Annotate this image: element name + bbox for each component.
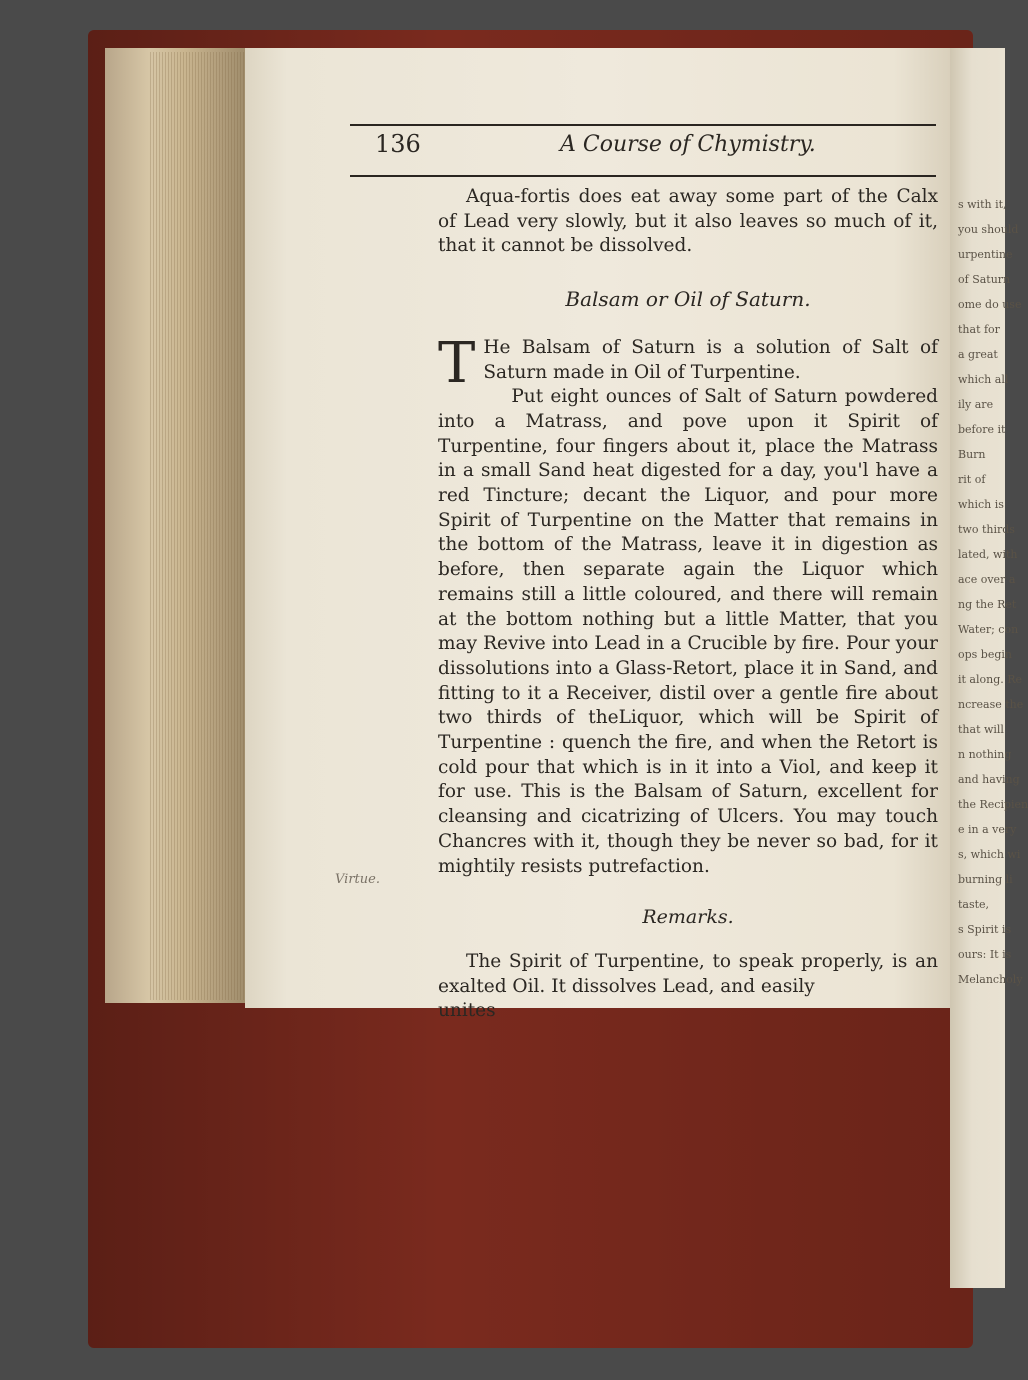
body-text <box>438 185 938 1024</box>
second-paragraph: Put eight ounces of Salt of Saturn powdered into a Matrass, and pove upon it Spirit of Turpentine, four fingers about it, place the Matrass in a small Sand heat digested for a day, you'l have a red Tincture; decant the Liquor, and pour more Spirit of Turpentine on the Matter that remains in the bottom of the Matrass, leave it in digestion as before, then separate again the Liquor which remains still a little coloured, and there will remain at the bottom nothing but a little Matter, that you may Revive into Lead in a Crucible by fire. Pour your dissolutions into a Glass-Retort, place it in Sand, and fitting to it a Receiver, distil over a gentle fire about two thirds of theLiquor, which will be Spirit of Turpentine : quench the fire, and when the Retort is cold pour that which is in it into a Viol, and keep it for use. This is the Balsam of Saturn, excellent for cleansing and cicatrizing of Ulcers. You may touch Chancres with it, though they be never so bad, for it mightily resists putrefaction. <box>438 386 938 877</box>
facing-page-fragment: ily are <box>958 398 994 411</box>
opening-paragraph: Aqua-fortis does eat away some part of the Calx of Lead very slowly, but it also leaves so much of it, that it cannot be dissolved. <box>438 186 938 257</box>
facing-page-fragment: e in a very <box>958 823 1017 836</box>
margin-note: Virtue. <box>335 872 380 887</box>
facing-page-fragment: you should <box>958 223 1019 236</box>
facing-page-fragment: ng the Ret <box>958 598 1017 611</box>
drop-cap: T <box>438 330 476 396</box>
facing-page-fragment: ops begin <box>958 648 1013 661</box>
facing-page-fragment: s Spirit is <box>958 923 1012 936</box>
facing-page-fragment: Water; con <box>958 623 1019 636</box>
facing-page-fragment: that for <box>958 323 1000 336</box>
facing-page-fragment: ncrease the <box>958 698 1024 711</box>
facing-page-fragment: that will <box>958 723 1004 736</box>
facing-page-fragment: of Saturn <box>958 273 1011 286</box>
catchword: unites <box>438 1000 496 1022</box>
facing-page-fragment: urpentine <box>958 248 1013 261</box>
page-edges <box>150 52 245 1000</box>
facing-page-fragment: ours: It is <box>958 948 1012 961</box>
remarks-heading: Remarks. <box>642 906 734 929</box>
facing-page-fragment: before it <box>958 423 1006 436</box>
facing-page-fragment: the Recipien <box>958 798 1028 811</box>
facing-page-fragment: s with it, <box>958 198 1007 211</box>
facing-page-fragment: s, which wi <box>958 848 1021 861</box>
facing-page-fragment: ome do use <box>958 298 1022 311</box>
facing-page-fragment: burning li <box>958 873 1013 886</box>
facing-page-fragment: rit of <box>958 473 986 486</box>
facing-page-fragment: n nothing <box>958 748 1012 761</box>
facing-page-fragment: Melancholy <box>958 973 1023 986</box>
facing-page-fragment: which is <box>958 498 1004 511</box>
facing-page-fragment: two thirds <box>958 523 1015 536</box>
header-rule-bottom <box>350 175 936 177</box>
facing-page-fragment: Burn <box>958 448 986 461</box>
facing-page-fragment: taste, <box>958 898 990 911</box>
section-heading: Balsam or Oil of Saturn. <box>565 287 811 312</box>
facing-page-fragment: it along. Re <box>958 673 1023 686</box>
first-paragraph-text: He Balsam of Saturn is a solution of Salt of Saturn made in Oil of Turpentine. <box>483 336 938 383</box>
facing-page-fragment: which all <box>958 373 1009 386</box>
header-rule-top <box>350 124 936 126</box>
running-title: A Course of Chymistry. <box>560 132 816 157</box>
facing-page <box>950 48 1028 1288</box>
facing-page-fragment: ace over a <box>958 573 1016 586</box>
page-number: 136 <box>375 130 421 158</box>
remarks-paragraph: The Spirit of Turpentine, to speak properly, is an exalted Oil. It dissolves Lead, and easily <box>438 950 938 997</box>
facing-page-fragment: lated, with <box>958 548 1018 561</box>
facing-page-fragment: a great <box>958 348 998 361</box>
first-paragraph <box>438 330 938 396</box>
facing-page-fragment: and having <box>958 773 1020 786</box>
